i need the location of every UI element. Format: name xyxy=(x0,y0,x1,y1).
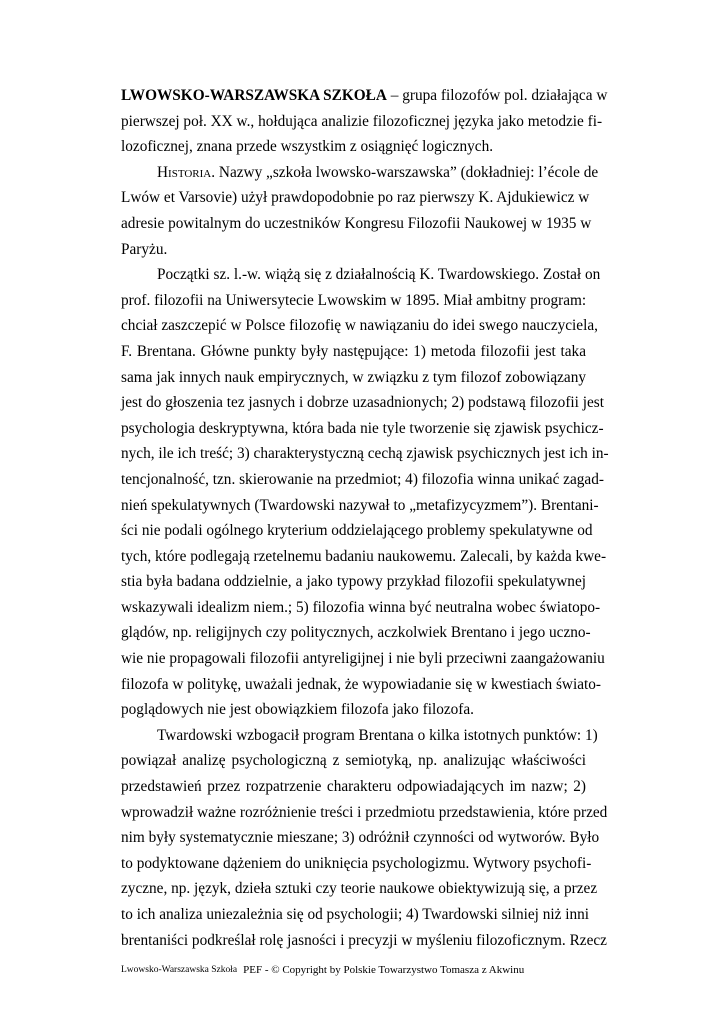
article-line: ści nie podali ogólnego kryterium oddzielającego problemy spekulatywne od xyxy=(121,522,593,540)
article-line: filozofa w politykę, uważali jednak, że wypowiadanie się w kwestiach świato- xyxy=(121,675,601,693)
headword: LWOWSKO-WARSZAWSKA SZKOŁA xyxy=(121,87,387,104)
article-line: glądów, np. religijnych czy politycznych, aczkolwiek Brentano i jego uczno- xyxy=(121,624,591,642)
article-line: Lwów et Varsovie) użył prawdopodobnie po raz pierwszy K. Ajdukiewicz w xyxy=(121,189,590,207)
definition-text: – grupa filozofów pol. działająca w xyxy=(386,87,608,104)
page-footer xyxy=(121,962,586,978)
section-label-history: Historia xyxy=(157,163,212,181)
article-line: Początki sz. l.-w. wiążą się z działalnością K. Twardowskiego. Został on xyxy=(157,266,601,284)
article-line: poglądowych nie jest obowiązkiem filozofa jako filozofa. xyxy=(121,701,474,719)
footer-copyright: PEF - © Copyright by Polskie Towarzystwo Tomasza z Akwinu xyxy=(243,964,525,976)
article-line: adresie powitalnym do uczestników Kongresu Filozofii Naukowej w 1935 w xyxy=(121,214,592,232)
article-line: to podyktowane dążeniem do uniknięcia psychologizmu. Wytwory psychofi- xyxy=(121,854,592,872)
article-line: tych, które podlegają rzetelnemu badaniu naukowemu. Zalecali, by każda kwe- xyxy=(121,547,607,565)
article-line: nień spekulatywnych (Twardowski nazywał to „metafizycyzmem”). Brentani- xyxy=(121,496,599,514)
article-line: prof. filozofii na Uniwersytecie Lwowskim w 1895. Miał ambitny program: xyxy=(121,291,587,309)
article-line: przedstawień przez rozpatrzenie charakteru odpowiadających im nazw; 2) xyxy=(121,778,586,796)
article-body xyxy=(121,83,609,953)
article-line: nych, ile ich treść; 3) charakterystyczną cechą zjawisk psychicznych jest ich in- xyxy=(121,445,609,463)
history-text: . Nazwy „szkoła lwowsko-warszawska” (dokładniej: l’école de xyxy=(211,163,599,181)
article-line: nim były systematycznie mieszane; 3) odróżnił czynności od wytworów. Było xyxy=(121,829,600,847)
article-line: brentaniści podkreślał rolę jasności i precyzji w myśleniu filozoficznym. Rzecz xyxy=(121,931,607,949)
article-line: wprowadził ważne rozróżnienie treści i przedmiotu przedstawienia, które przed xyxy=(121,803,608,821)
article-line: zyczne, np. język, dzieła sztuki czy teorie naukowe obiektywizują się, a przez xyxy=(121,880,598,898)
article-line: powiązał analizę psychologiczną z semiotyką, np. analizując właściwości xyxy=(121,752,586,770)
article-line: psychologia deskryptywna, która bada nie tyle tworzenie się zjawisk psychicz- xyxy=(121,419,604,437)
article-line xyxy=(121,160,599,186)
article-line: sama jak innych nauk empirycznych, w związku z tym filozof zobowiązany xyxy=(121,368,586,386)
article-line: chciał zaszczepić w Polsce filozofię w nawiązaniu do idei swego nauczyciela, xyxy=(121,317,598,335)
article-line: jest do głoszenia tez jasnych i dobrze uzasadnionych; 2) podstawą filozofii jest xyxy=(121,394,604,412)
article-line: Paryżu. xyxy=(121,240,168,258)
article-line: tencjonalność, tzn. skierowanie na przedmiot; 4) filozofia winna unikać zagad- xyxy=(121,470,604,488)
article-line: to ich analiza uniezależnia się od psychologii; 4) Twardowski silniej niż inni xyxy=(121,906,590,923)
article-line: wie nie propagowali filozofii antyreligijnej i nie byli przeciwni zaangażowaniu xyxy=(121,650,605,668)
article-line: wskazywali idealizm niem.; 5) filozofia winna być neutralna wobec światopo- xyxy=(121,598,601,616)
article-line: lozoficznej, znana przede wszystkim z osiągnięć logicznych. xyxy=(121,138,494,156)
article-line: pierwszej poł. XX w., hołdująca analizie filozoficznej języka jako metodzie fi- xyxy=(121,112,603,130)
article-line xyxy=(121,83,608,109)
article-line: stia była badana oddzielnie, a jako typowy przykład filozofii spekulatywnej xyxy=(121,573,586,591)
footer-entry-title: Lwowsko-Warszawska Szkoła xyxy=(121,965,238,975)
article-line: Twardowski wzbogacił program Brentana o kilka istotnych punktów: 1) xyxy=(157,726,598,744)
article-line: F. Brentana. Główne punkty były następujące: 1) metoda filozofii jest taka xyxy=(121,342,586,360)
